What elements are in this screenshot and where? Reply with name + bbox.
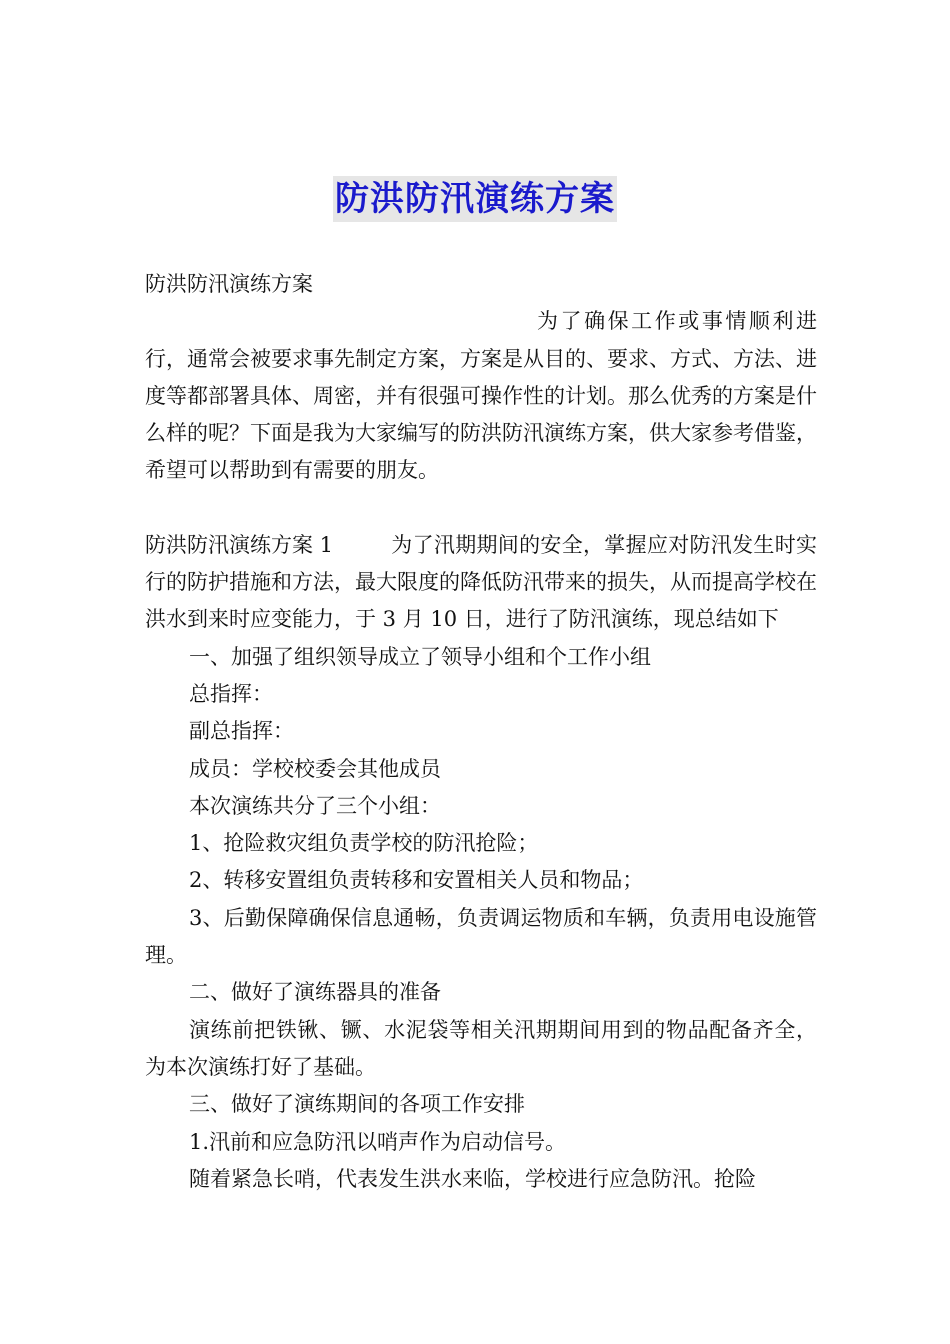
paragraph: 三、做好了演练期间的各项工作安排 — [189, 1092, 525, 1117]
paragraph: 1.汛前和应急防汛以哨声作为启动信号。 — [189, 1129, 567, 1154]
paragraph: 一、加强了组织领导成立了领导小组和个工作小组 — [189, 644, 651, 669]
document-title: 防洪防汛演练方案 — [333, 176, 617, 222]
section-1-text: 为了汛期期间的安全，掌握应对防汛发生时实行的防护措施和方法，最大限度的降低防汛带来的损失，从而提高学校在洪水到来时应变能力，于 3 月 10 日，进行了防汛演练，现总结如下 — [145, 532, 817, 632]
section-1-paragraph — [145, 527, 817, 639]
paragraph: 随着紧急长哨，代表发生洪水来临，学校进行应急防汛。抢险 — [189, 1166, 756, 1191]
intro-paragraph: 为了确保工作或事情顺利进行，通常会被要求事先制定方案，方案是从目的、要求、方式、方法、进度等都部署具体、周密，并有很强可操作性的计划。那么优秀的方案是什么样的呢？下面是我为大家编写的防洪防汛演练方案，供大家参考借鉴，希望可以帮助到有需要的朋友。 — [145, 309, 817, 483]
paragraph: 3、后勤保障确保信息通畅，负责调运物质和车辆，负责用电设施管理。 — [145, 905, 817, 968]
paragraph: 副总指挥： — [189, 719, 294, 744]
paragraph: 2、转移安置组负责转移和安置相关人员和物品； — [189, 868, 644, 893]
paragraph: 演练前把铁锹、镢、水泥袋等相关汛期期间用到的物品配备齐全，为本次演练打好了基础。 — [145, 1017, 817, 1079]
section-1-label: 防洪防汛演练方案 1 — [145, 532, 334, 557]
title-block — [0, 176, 950, 222]
paragraph: 成员：学校校委会其他成员 — [189, 756, 441, 781]
document-body — [145, 266, 817, 1198]
paragraph: 本次演练共分了三个小组： — [189, 793, 441, 818]
paragraph: 总指挥： — [189, 681, 273, 706]
subtitle: 防洪防汛演练方案 — [145, 272, 313, 296]
paragraph: 1、抢险救灾组负责学校的防汛抢险； — [189, 831, 539, 856]
paragraph: 二、做好了演练器具的准备 — [189, 980, 441, 1005]
